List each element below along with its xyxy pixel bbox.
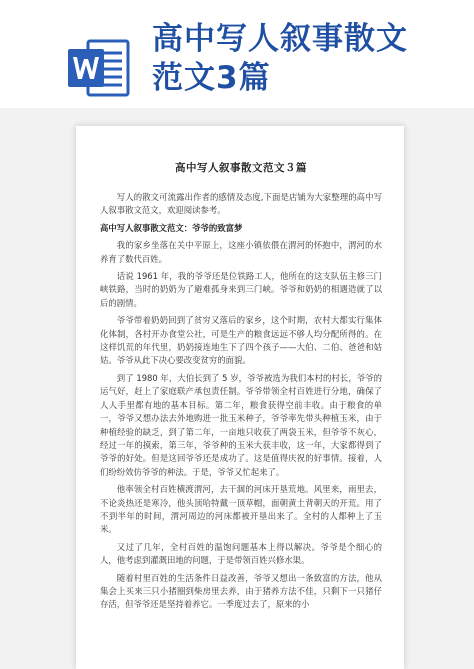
header-title-line-1: 高中写人叙事散文 bbox=[152, 21, 408, 57]
body-paragraph: 又过了几年，全村百姓的温饱问题基本上得以解决。爷爷是个细心的人，他考虑到灌溉田地的问题，于是带领百姓兴修水渠。 bbox=[100, 541, 382, 566]
body-paragraph: 到了 1980 年，大伯长到了 5 岁，爷爷被选为我们本村的村长，爷爷的运气好，赶上了家庭联产承包责任制。爷爷带领全村百姓进行分地，确保了人人手里都有地的基本目标。第二年，粮食获得空前丰收。由于粮食的单一，爷爷又想办法去外地购进一批玉米种子，爷爷率先带头种植玉米，由于种植经验的缺乏，到了第二年，一亩地只收获了两袋玉米，但爷爷不灰心，经过一年的摸索，第三年，爷爷种的玉米大获丰收，这一年，大家都得到了爷爷的好处。但是这回爷爷还是成功了。这是值得庆祝的好事情。接着，人们纷纷效仿爷爷的种法。于是，爷爷又忙起来了。 bbox=[100, 372, 382, 477]
header-banner bbox=[0, 0, 474, 118]
body-paragraph: 他率领全村百姓横渡渭河，去干涸的河床开垦荒地。风里来，雨里去，不论炎热还是寒冷，他头顶哈特戴一顶草帽，面朝黄土背朝天的开荒。用了不到半年的时间，渭河周边的河床都被开垦出来了。全村的人都种上了玉米。 bbox=[100, 484, 382, 535]
intro-paragraph: 写人的散文可流露出作者的感情及态度,下面是店铺为大家整理的高中写人叙事散文范文，欢迎阅读参考。 bbox=[100, 192, 382, 216]
document-page bbox=[76, 126, 404, 669]
body-paragraph: 随着村里百姓的生活条件日益改善，爷爷又想出一条致富的方法，他从集会上买来三只小猪圈到柴房里去养，由于猪养方法不佳，只剩下一只猪仔存活，但爷爷还是坚持着养它。一季度过去了，原来的小 bbox=[100, 572, 382, 610]
document-title: 高中写人叙事散文范文３篇 bbox=[175, 162, 307, 174]
body-paragraph: 爷爷带着奶奶回到了贫穷又落后的家乡，这个时期，农村大都实行集体化体制，各村开办食堂公社，可是生产的粮食远远不够人均分配所得的。在这样饥荒的年代里，奶奶接连地生下了四个孩子——大伯、二伯、爸爸和姑姑。爷爷从此下决心要改变贫穷的面貌。 bbox=[100, 315, 382, 366]
word-document-icon bbox=[66, 35, 132, 101]
body-paragraph: 我的家乡坐落在关中平原上，这座小镇依偎在渭河的怀抱中，渭河的水养育了数代百姓。 bbox=[100, 240, 382, 264]
header-title bbox=[152, 20, 462, 98]
section-heading: 高中写人叙事散文范文：爷爷的致富梦 bbox=[100, 222, 243, 233]
body-paragraph: 话说 1961 年，我的爷爷还是位铁路工人，他所在的这支队伍主修三门峡铁路，当时的奶奶为了避难孤身来到三门峡。爷爷和奶奶的相遇造就了以后的剧情。 bbox=[100, 271, 382, 308]
header-title-line-2: 范文3篇 bbox=[152, 60, 271, 96]
